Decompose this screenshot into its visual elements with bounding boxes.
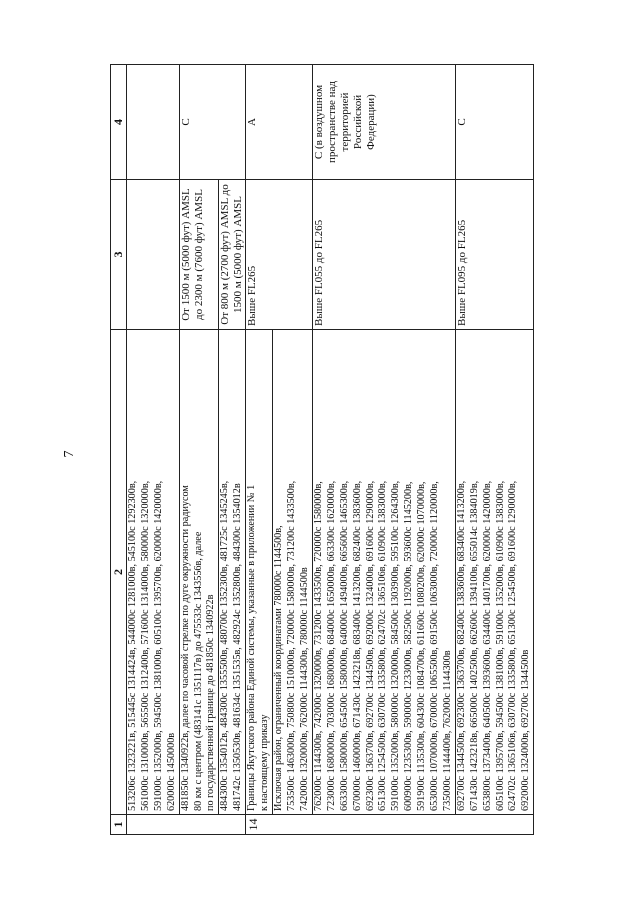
class-cell: С (в воздушном пространстве над территорией Российской Федерации) bbox=[312, 65, 455, 180]
table-row bbox=[127, 65, 180, 835]
table-row bbox=[219, 65, 246, 835]
coord-line: 653000с 1070000в, 670000с 1065500в, 691500с 1063000в, 720000с 1120000в, bbox=[429, 481, 441, 811]
coord-line: 591900с 1135300в, 604300с 1084700в, 611600с 1080200в, 620000с 1070000в, bbox=[416, 481, 428, 811]
coord-line: 735000с 1144400в, 762000с 1144300в bbox=[441, 650, 453, 811]
coord-line: 80 км с центром (483141с 1351117в) до 475533с 1343556в, далее bbox=[192, 531, 204, 811]
coord-line: Границы Якутского района Единой системы, указанные в приложении № 1 bbox=[246, 484, 258, 811]
header-col-4: 4 bbox=[111, 65, 127, 180]
coord-line: 671430с 1423218в, 665000с 1402500в, 662600с 1394100в, 655014с 1384019в, bbox=[468, 480, 480, 811]
header-col-3: 3 bbox=[111, 180, 127, 330]
coord-line: 481850с 1340922в, далее по часовой стрелке по дуге окружности радиусом bbox=[179, 485, 191, 811]
coord-line: 624702с 1365106в, 630700с 1335800в, 651300с 1254500в, 691600с 1290000в, bbox=[507, 480, 519, 811]
class-cell bbox=[127, 65, 180, 180]
class-cell: С bbox=[179, 65, 246, 180]
coord-line: к настоящему приказу bbox=[259, 714, 271, 811]
exclusion-subcell bbox=[272, 330, 312, 814]
coord-line: 605100с 1395700в, 594500с 1381000в, 591000с 1352000в, 610900с 1383000в, bbox=[494, 480, 506, 811]
altitude-cell: Выше FL055 до FL265 bbox=[312, 180, 455, 330]
row-number bbox=[127, 815, 246, 835]
coord-line: Исключая район, ограниченный координатами 780000с 1144500в, bbox=[273, 525, 285, 811]
header-col-2: 2 bbox=[111, 330, 127, 815]
altitude-cell bbox=[127, 180, 180, 330]
class-cell: С bbox=[455, 65, 533, 180]
coord-line: 762000с 1144300в, 742000с 1320000в, 731200с 1433500в, 720000с 1580000в, bbox=[312, 481, 324, 811]
coordinates-cell bbox=[179, 330, 219, 815]
coord-line: 651300с 1254500в, 630700с 1335800в, 624702с 1365106в, 610900с 1383000в, bbox=[377, 480, 389, 811]
altitude-cell: От 1500 м (5000 фут) AMSL до 2300 м (7600 фут) AMSL bbox=[179, 180, 219, 330]
coord-line: 742000с 1320000в, 762000с 1144300в, 780000с 1144500в bbox=[298, 567, 310, 811]
table-row bbox=[455, 65, 533, 835]
coordinates-cell bbox=[127, 330, 180, 815]
coord-line: 484300с 1354012в, 484300с 1355500в, 480700с 1352300в, 481725с 1345245в, bbox=[219, 480, 231, 811]
altitude-cell: Выше FL095 до FL265 bbox=[455, 180, 533, 330]
coordinates-cell bbox=[219, 330, 246, 815]
header-col-1: 1 bbox=[111, 815, 127, 835]
coord-line: 692000с 1324000в, 692700с 1344500в bbox=[520, 649, 532, 811]
coord-line: 591000с 1352000в, 580000с 1320000в, 584500с 1303900в, 595100с 1264300в, bbox=[390, 480, 402, 811]
coord-line: 692300с 1363700в, 692700с 1344500в, 692000с 1324000в, 691600с 1290000в, bbox=[364, 480, 376, 811]
rotated-table-page bbox=[110, 65, 618, 835]
coord-line: 653800с 1373400в, 640500с 1393600в, 634400с 1401700в, 620000с 1420000в, bbox=[481, 480, 493, 811]
coord-line: 591000с 1352000в, 594500с 1381000в, 605100с 1395700в, 620000с 1420000в, bbox=[152, 480, 164, 811]
coord-line: 620000с 1450000в bbox=[165, 732, 177, 811]
table-row bbox=[246, 65, 313, 835]
coord-line: по государственной границе до 481850с 1340922в bbox=[205, 594, 217, 811]
class-cell: А bbox=[246, 65, 313, 180]
page-number: 7 bbox=[62, 450, 77, 458]
airspace-table bbox=[110, 64, 534, 835]
coord-line: 670000с 1460000в, 671430с 1423218в, 683400с 1413200в, 682400с 1383600в, bbox=[351, 480, 363, 811]
table-row bbox=[312, 65, 455, 835]
altitude-cell: От 800 м (2700 фут) AMSL до 1500 м (5000 фут) AMSL bbox=[219, 180, 246, 330]
coordinates-cell bbox=[246, 330, 313, 815]
coord-line: 723000с 1680000в, 703000с 1680000в, 684000с 1650000в, 663300с 1620000в, bbox=[325, 480, 337, 811]
coord-line: 513206с 1323221в, 515445с 1314424в, 544000с 1281000в, 545100с 1292300в, bbox=[127, 480, 138, 811]
header-row bbox=[111, 65, 127, 835]
altitude-cell: Выше FL265 bbox=[246, 180, 313, 330]
coordinates-cell bbox=[455, 330, 533, 815]
coord-line: 561000с 1310000в, 565500с 1312400в, 571600с 1314000в, 580000с 1320000в, bbox=[139, 480, 151, 811]
coord-line: 481742с 1350530в, 481634с 1351535в, 482924с 1352800в, 484300с 1354012в bbox=[232, 483, 244, 811]
coordinates-cell bbox=[312, 330, 455, 815]
row-number: 14 bbox=[246, 815, 534, 835]
coord-line: 692700с 1344500в, 692300с 1363700в, 682400с 1383600в, 683400с 1413200в, bbox=[455, 480, 467, 811]
coord-line: 753500с 1463000в, 750800с 1510000в, 720000с 1580000в, 731200с 1433500в, bbox=[286, 480, 298, 811]
coord-line: 600900с 1235300в, 590000с 1233000в, 582500с 1192000в, 593600с 1145200в, bbox=[403, 481, 415, 811]
coord-line: 663300с 1580000в, 654500с 1580000в, 640000с 1494000в, 665600с 1465300в, bbox=[338, 480, 350, 811]
table-row bbox=[179, 65, 219, 835]
